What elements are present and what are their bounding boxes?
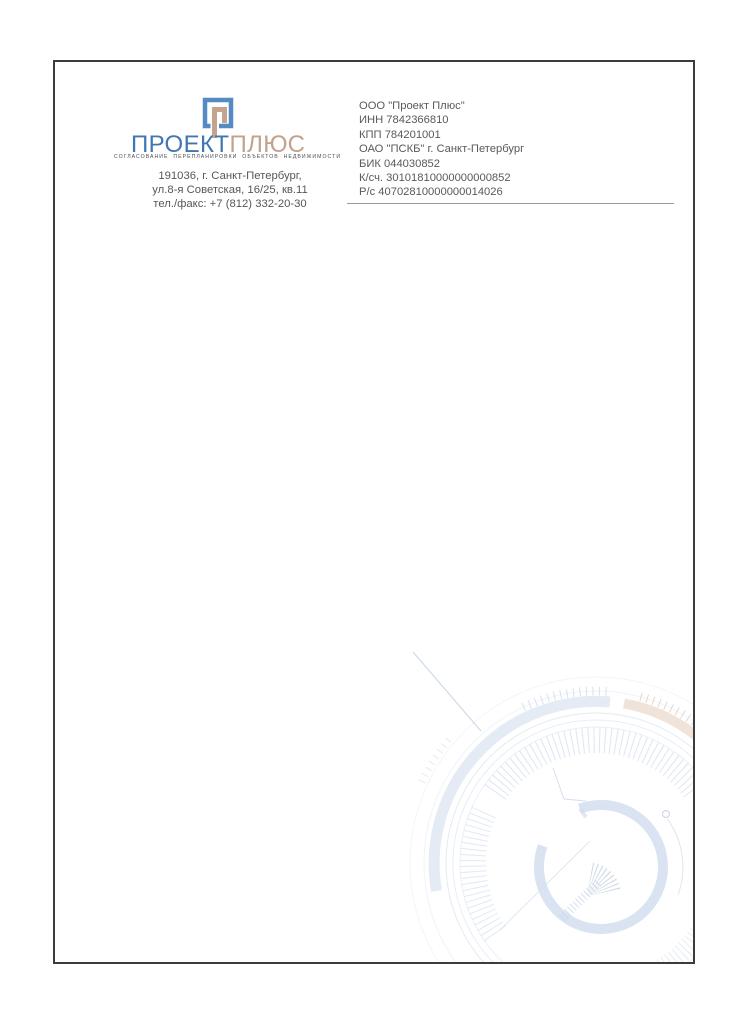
requisites-separator-line: [347, 203, 674, 204]
company-address: [135, 169, 325, 211]
requisite-inn: ИНН 7842366810: [359, 114, 449, 127]
address-line: 191036, г. Санкт-Петербург,: [158, 170, 302, 182]
requisite-settlement-account: Р/с 40702810000000014026: [359, 186, 503, 199]
requisite-corr-account: К/сч. 30101810000000000852: [359, 172, 511, 185]
requisite-company-name: ООО "Проект Плюс": [359, 100, 465, 112]
letterhead-page: [53, 60, 695, 964]
wordmark-primary: ПРОЕКТ: [131, 131, 230, 158]
address-line: тел./факс: +7 (812) 332-20-30: [153, 198, 307, 210]
requisite-bik: БИК 044030852: [359, 157, 441, 170]
requisite-bank: ОАО "ПСКБ" г. Санкт-Петербург: [359, 143, 525, 156]
address-line: ул.8-я Советская, 16/25, кв.11: [152, 184, 308, 196]
company-tagline: СОГЛАСОВАНИЕ ПЕРЕПЛАНИРОВКИ ОБЪЕКТОВ НЕДВИЖИМОСТИ: [114, 154, 342, 160]
wordmark-secondary: ПЛЮС: [229, 131, 306, 158]
company-requisites: [359, 99, 524, 200]
requisite-kpp: КПП 784201001: [359, 128, 441, 141]
